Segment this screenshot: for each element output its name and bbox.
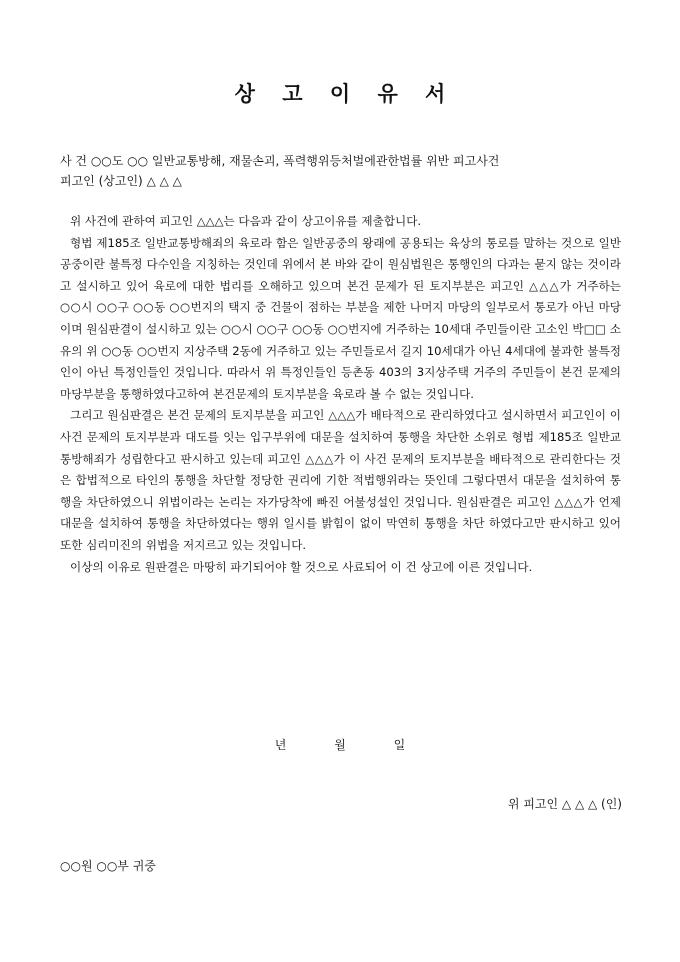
- case-label: 사 건: [60, 154, 87, 168]
- court-addressee: ○○원 ○○부 귀중: [60, 859, 156, 873]
- paragraph-conclusion: 이상의 이유로 원판결은 마땅히 파기되어야 할 것으로 사료되어 이 건 상고에 이른 것입니다.: [70, 559, 533, 574]
- paragraph-intro: 위 사건에 관하여 피고인 △△△는 다음과 같이 상고이유를 제출합니다.: [70, 214, 422, 228]
- defendant-line: [60, 172, 182, 191]
- document-body: [60, 211, 621, 578]
- date-month: 월: [334, 738, 346, 752]
- defendant-label: 피고인 (상고인): [60, 174, 143, 188]
- case-line: [60, 152, 499, 171]
- date-day: 일: [393, 738, 406, 752]
- paragraph-road-law: 형법 제185조 일반교통방해죄의 육로라 함은 일반공중의 왕래에 공용되는 육상의 통로를 말하는 것으로 일반공중이란 불특정 다수인을 지칭하는 것인데 위에서 본 바와 같이 원심법원은 통행인의 다과는 묻지 않는 것이라고 설시하고 있어 육로에 대한 법리를 오해하고 있으며 본건 문제가 된 토지부분은 피고인 △△△가 거주하는 ○○시 ○○구 ○○동 ○○번지의 택지 중 건물이 점하는 부분을 제한 나머지 마당의 일부로서 통로가 아닌 마당이며 원심판결이 설시하고 있는 ○○시 ○○구 ○○동 ○○번지에 거주하는 10세대 주민들이란 고소인 박□□ 소유의 위 ○○동 ○○번지 지상주택 2동에 거주하고 있는 주민들로서 길지 10세대가 아닌 4세대에 불과한 불특정인이 아닌 특정인들인 것입니다. 따라서 위 특정인들인 등촌동 403의 3지상주택 거주의 주민들이 본건 문제의 마당부분을 통행하였다고하여 본건문제의 토지부분을 육로라 볼 수 없는 것입니다.: [60, 235, 621, 401]
- signature-line: 위 피고인 △ △ △ (인): [507, 797, 622, 811]
- document-title: 상 고 이 유 서: [234, 81, 456, 106]
- paragraph-gate: 그리고 원심판결은 본건 문제의 토지부분을 피고인 △△△가 배타적으로 관리하였다고 설시하면서 피고인이 이 사건 문제의 토지부분과 대도를 잇는 입구부위에 대문을 설치하여 통행을 차단한 소위로 형법 제185조 일반교통방해죄가 성립한다고 판시하고 있는데 피고인 △△△가 이 사건 문제의 토지부분을 배타적으로 관리한다는 것은 합법적으로 타인의 통행을 차단할 정당한 권리에 기한 적법행위라는 뜻인데 그렇다면서 대문을 설치하여 통행을 차단하였으니 위법이라는 논리는 자가당착에 빠진 어불성설인 것입니다. 원심판결은 피고인 △△△가 언제 대문을 설치하여 통행을 차단하였다는 행위 일시를 밝힘이 없이 막연히 통행을 차단 하였다고만 판시하고 있어 또한 심리미진의 위법을 저지르고 있는 것입니다.: [60, 408, 621, 552]
- case-value: ○○도 ○○ 일반교통방해, 재물손괴, 폭력행위등처벌에관한법률 위반 피고사건: [90, 154, 500, 168]
- defendant-value: △ △ △: [146, 174, 182, 188]
- date-year: 년: [274, 738, 287, 752]
- date-line: [0, 736, 680, 753]
